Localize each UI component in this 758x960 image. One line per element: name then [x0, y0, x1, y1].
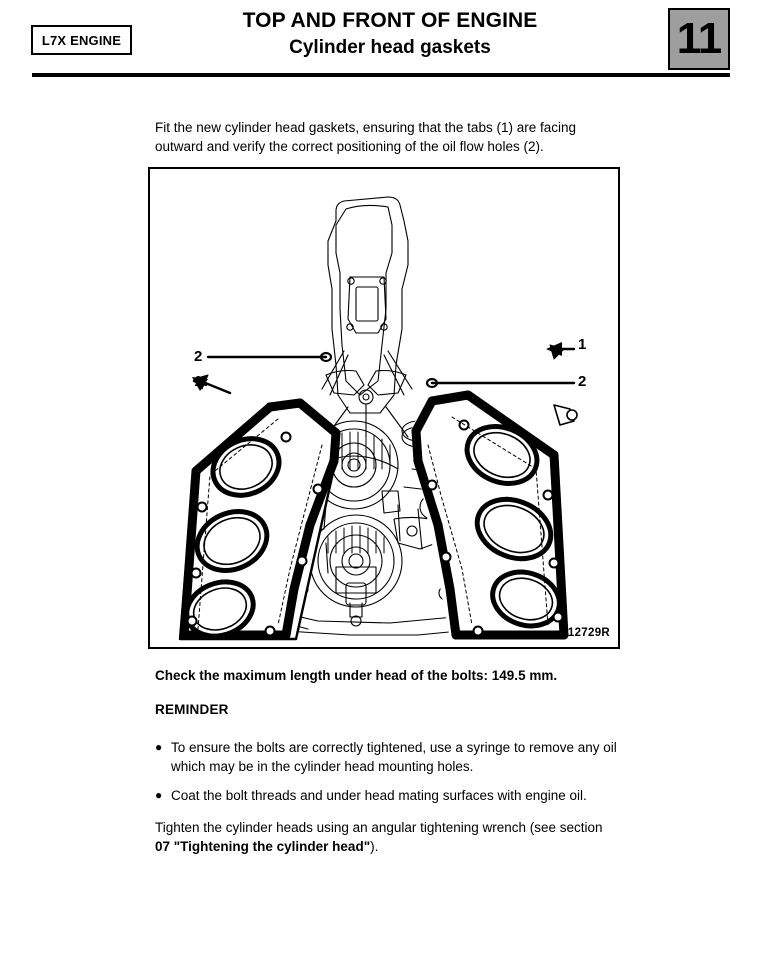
bullet-icon: ●	[155, 788, 163, 802]
closing-section-reference: 07 "Tightening the cylinder head"	[155, 839, 371, 854]
engine-type-badge	[31, 25, 132, 55]
page-subtitle: Cylinder head gaskets	[289, 37, 491, 58]
callout-label-left-2: 2	[194, 348, 203, 365]
list-item-text: To ensure the bolts are correctly tightened, use a syringe to remove any oil which may be in the cylinder head mounting holes.	[171, 740, 617, 774]
figure-container	[148, 167, 620, 649]
page-title: TOP AND FRONT OF ENGINE	[242, 9, 538, 32]
closing-prefix: Tighten the cylinder heads using an angular tightening wrench (see section	[155, 820, 603, 835]
section-number-label: 11	[676, 14, 722, 63]
callout-label-right-2: 2	[578, 373, 587, 390]
list-item	[155, 786, 631, 805]
closing-suffix: ).	[370, 839, 379, 854]
bolt-length-note: Check the maximum length under head of the bolts: 149.5 mm.	[155, 668, 558, 683]
reminder-heading: REMINDER	[155, 702, 229, 717]
figure-reference-number: 12729R	[567, 627, 610, 639]
list-item	[155, 738, 631, 776]
page-title-block	[150, 8, 630, 61]
bullet-icon: ●	[155, 740, 163, 754]
header-divider	[32, 73, 730, 77]
callout-label-right-1: 1	[578, 336, 587, 353]
list-item-text: Coat the bolt threads and under head mating surfaces with engine oil.	[171, 788, 587, 803]
closing-paragraph	[155, 818, 617, 856]
engine-diagram	[150, 169, 618, 647]
engine-type-label: L7X ENGINE	[41, 32, 122, 48]
callout-label-left-1: 1	[194, 373, 203, 390]
page-header	[0, 0, 758, 80]
intro-paragraph: Fit the new cylinder head gaskets, ensuring that the tabs (1) are facing outward and verify the correct positioning of the oil flow holes (2).	[155, 119, 576, 154]
section-number-badge	[668, 8, 730, 70]
